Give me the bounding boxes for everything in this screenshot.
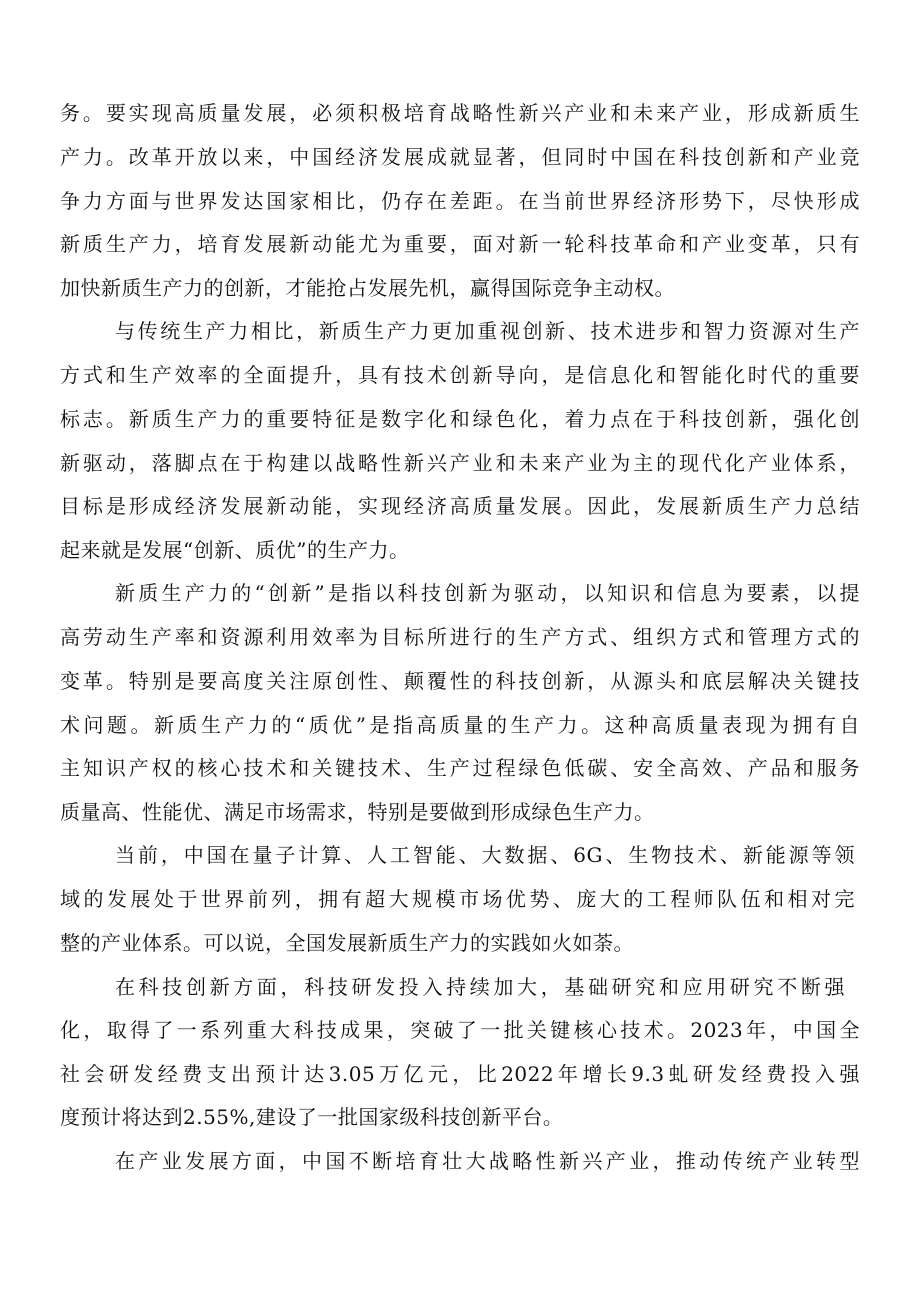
text-line: 与传统生产力相比，新质生产力更加重视创新、技术进步和智力资源对生产 xyxy=(115,319,860,343)
text-line: 产力。改革开放以来，中国经济发展成就显著，但同时中国在科技创新和产业竞 xyxy=(60,145,860,169)
text-line: 标志。新质生产力的重要特征是数字化和绿色化，着力点在于科技创新，强化创 xyxy=(60,407,860,431)
text-line: 方式和生产效率的全面提升，具有技术创新导向，是信息化和智能化时代的重要 xyxy=(60,363,860,387)
text-line: 主知识产权的核心技术和关键技术、生产过程绿色低碳、安全高效、产品和服务 xyxy=(60,756,860,780)
text-line: 域的发展处于世界前列，拥有超大规模市场优势、庞大的工程师队伍和相对完 xyxy=(60,887,855,911)
text-line: 新质生产力，培育发展新动能尤为重要，面对新一轮科技革命和产业变革，只有 xyxy=(60,232,860,256)
text-line: 新驱动，落脚点在于构建以战略性新兴产业和未来产业为主的现代化产业体系， xyxy=(60,451,860,475)
text-line: 务。要实现高质量发展，必须积极培育战略性新兴产业和未来产业，形成新质生 xyxy=(60,101,860,125)
text-line: 加快新质生产力的创新，才能抢占发展先机，赢得国际竞争主动权。 xyxy=(60,276,675,300)
text-line: 新质生产力的“创新”是指以科技创新为驱动，以知识和信息为要素，以提 xyxy=(115,581,860,605)
text-line: 化，取得了一系列重大科技成果，突破了一批关键核心技术。2023年，中国全 xyxy=(60,1018,860,1042)
text-line: 争力方面与世界发达国家相比，仍存在差距。在当前世界经济形势下，尽快形成 xyxy=(60,189,860,213)
text-line: 在产业发展方面，中国不断培育壮大战略性新兴产业，推动传统产业转型 xyxy=(115,1149,860,1173)
text-line: 目标是形成经济发展新动能，实现经济高质量发展。因此，发展新质生产力总结 xyxy=(60,494,860,518)
text-line: 当前，中国在量子计算、人工智能、大数据、6G、生物技术、新能源等领 xyxy=(115,843,855,867)
text-line: 起来就是发展“创新、质优”的生产力。 xyxy=(60,538,410,562)
text-line: 质量高、性能优、满足市场需求，特别是要做到形成绿色生产力。 xyxy=(60,800,655,824)
text-line: 术问题。新质生产力的“质优”是指高质量的生产力。这种高质量表现为拥有自 xyxy=(60,713,860,737)
text-line: 整的产业体系。可以说，全国发展新质生产力的实践如火如荼。 xyxy=(60,931,634,955)
text-line: 在科技创新方面，科技研发投入持续加大，基础研究和应用研究不断强 xyxy=(115,975,845,999)
text-line: 社会研发经费支出预计达3.05万亿元，比2022年增长9.3虬研发经费投入强 xyxy=(60,1062,860,1086)
text-line: 高劳动生产率和资源利用效率为目标所进行的生产方式、组织方式和管理方式的 xyxy=(60,625,860,649)
text-line: 度预计将达到2.55%,建设了一批国家级科技创新平台。 xyxy=(60,1105,564,1129)
text-line: 变革。特别是要高度关注原创性、颠覆性的科技创新，从源头和底层解决关键技 xyxy=(60,669,860,693)
